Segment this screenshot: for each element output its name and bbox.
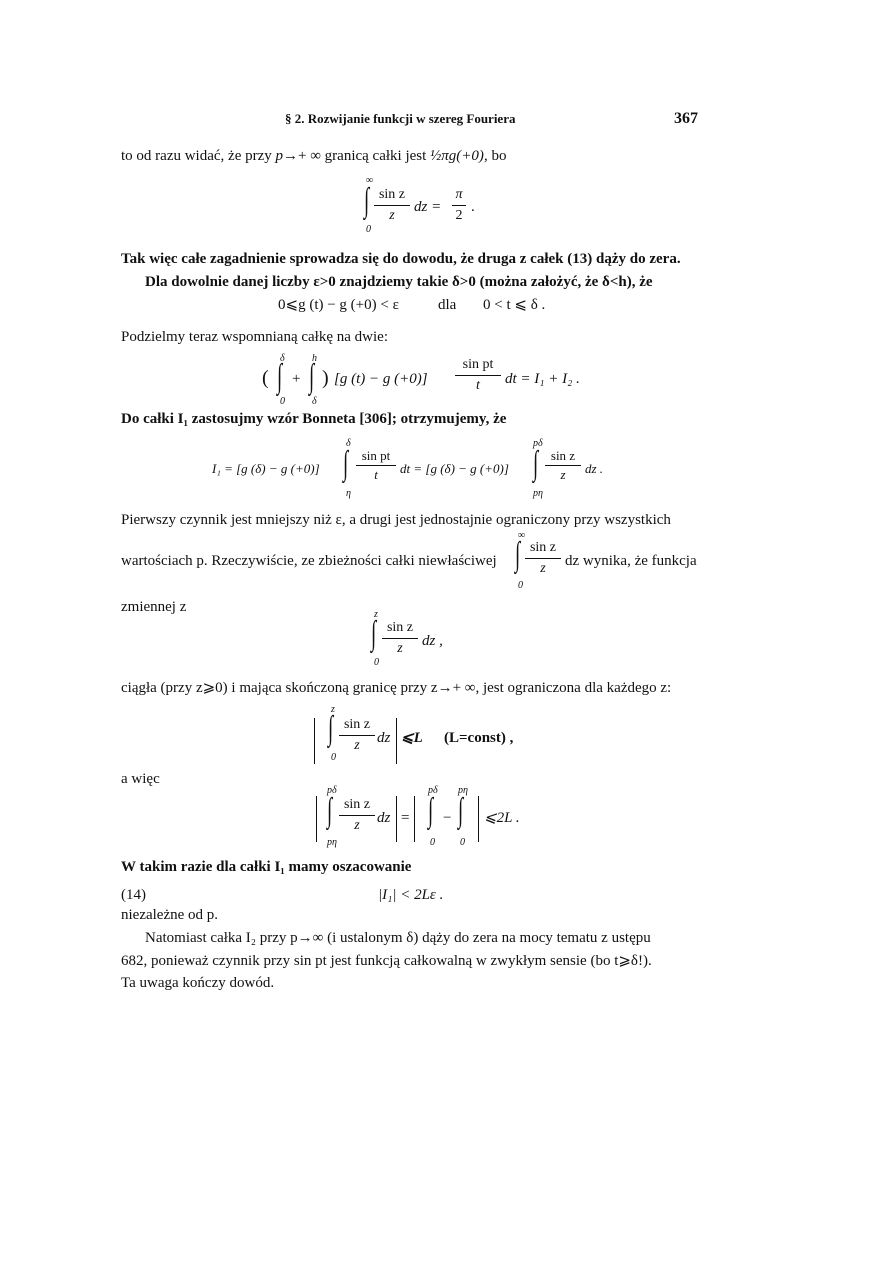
integral-sign: ∫ <box>428 792 434 829</box>
fraction-sinz-over-z <box>545 448 581 484</box>
half-pi-g: ½πg(+0) <box>430 148 484 164</box>
differential-end: dz , <box>422 633 443 649</box>
fraction-sinz-over-z <box>525 539 561 577</box>
bracket-difference: [g (t) − g (+0)] <box>334 371 428 387</box>
fraction-bar <box>382 638 418 639</box>
paragraph-epsilon-delta: Dla dowolnie danej liczby ε>0 znajdziemy takie δ>0 (można założyć, że δ<h), że <box>145 274 653 290</box>
fraction-sinz-over-z <box>374 186 410 224</box>
integral-upper-limit: pη <box>458 785 468 796</box>
integral-lower-limit: 0 <box>280 396 285 407</box>
abs-bar <box>414 796 415 842</box>
abs-bar <box>478 796 479 842</box>
integral-upper-limit: ∞ <box>518 530 526 541</box>
constant-note: (L=const) , <box>444 730 514 746</box>
integral-sign: ∫ <box>515 536 521 573</box>
integral-sign: ∫ <box>371 615 377 652</box>
page-number: 367 <box>674 110 698 127</box>
denominator: t <box>374 467 378 483</box>
integral-lower-limit: 0 <box>460 837 465 848</box>
plus-sign: + <box>292 371 301 387</box>
paragraph-first-factor: Pierwszy czynnik jest mniejszy niż ε, a drugi jest jednostajnie ograniczony przy wszystkich <box>121 512 671 528</box>
fraction-sinpt-over-t <box>356 448 396 484</box>
paragraph-split-integral: Podzielmy teraz wspomnianą całkę na dwie: <box>121 329 388 345</box>
numerator: sin pt <box>462 357 494 372</box>
period: . <box>471 199 475 215</box>
paragraph-I2-limit: Natomiast całka I₂ przy p→∞ (i ustalonym δ) dąży do zera na mocy tematu z ustępu <box>145 930 651 946</box>
integral-lower-limit: 0 <box>331 752 336 763</box>
equation-rhs: dt = I₁ + I₂ . <box>505 371 580 387</box>
fraction-bar <box>452 205 466 206</box>
fraction-bar <box>525 558 561 559</box>
integral-lower-limit: 0 <box>374 657 379 668</box>
integral-sign: ∫ <box>277 358 283 395</box>
equals-sign: = <box>401 810 410 826</box>
inequality-lhs: 0⩽g (t) − g (+0) < ε <box>278 297 399 313</box>
integral-sign: ∫ <box>327 792 333 829</box>
integral-lower-limit: pη <box>533 488 543 499</box>
variable-p: p <box>275 148 284 164</box>
integral-upper-limit: δ <box>280 353 285 364</box>
integral-sign: ∫ <box>458 792 464 829</box>
abs-bar-left <box>316 796 317 842</box>
denominator: z <box>397 640 403 656</box>
differential: dz <box>377 810 391 826</box>
integral-upper-limit: h <box>312 353 317 364</box>
numerator: sin z <box>529 540 557 555</box>
fraction-bar <box>339 735 375 736</box>
denominator: z <box>389 207 395 223</box>
minus-sign: − <box>443 810 452 826</box>
fraction-sinz-over-z <box>382 619 418 657</box>
denominator: z <box>354 817 360 833</box>
numerator: sin z <box>378 187 406 202</box>
integral-sign: ∫ <box>533 445 539 482</box>
fraction-bar <box>545 465 581 466</box>
arrow-infinity: →+ ∞ <box>283 148 321 164</box>
text-fragment: wartościach p. Rzeczywiście, ze zbieżności całki niewłaściwej <box>121 553 497 569</box>
paragraph-problem-reduction: Tak więc całe zagadnienie sprowadza się do dowodu, że druga z całek (13) dąży do zera. <box>121 251 681 267</box>
running-title: § 2. Rozwijanie funkcji w szereg Fouriera <box>285 111 516 126</box>
paragraph-integrable: 682, ponieważ czynnik przy sin pt jest funkcją całkowalną w zwykłym sensie (bo t⩾δ!). <box>121 953 652 969</box>
differential: dz <box>377 730 391 746</box>
integral-upper-limit: pδ <box>327 785 337 796</box>
integral-lower-limit: 0 <box>366 224 371 235</box>
denominator: z <box>540 560 546 576</box>
text-fragment: , bo <box>483 148 507 164</box>
integral-sign: ∫ <box>343 445 349 482</box>
integral-sign: ∫ <box>309 358 315 395</box>
fraction-bar <box>455 375 501 376</box>
paragraph-independent: niezależne od p. <box>121 907 219 923</box>
fraction-sinz-over-z <box>339 716 375 754</box>
text-fragment: to od razu widać, że przy <box>121 148 276 164</box>
text-fragment: dz wynika, że funkcja <box>565 553 697 569</box>
paragraph-continuity: ciągła (przy z⩾0) i mająca skończoną granicę przy z→+ ∞, jest ograniczona dla każdego z: <box>121 680 672 696</box>
paragraph-bonnet: Do całki I₁ zastosujmy wzór Bonneta [306]; otrzymujemy, że <box>121 411 507 427</box>
denominator: t <box>476 377 480 393</box>
denominator: z <box>354 737 360 753</box>
equation-middle: dt = [g (δ) − g (+0)] <box>400 461 509 476</box>
relation-le-L: ⩽L <box>401 730 423 746</box>
integral-sign: ∫ <box>328 710 334 747</box>
differential-end: dz . <box>585 461 604 476</box>
fraction-sinz-over-z <box>339 796 375 834</box>
open-paren: ( <box>262 367 269 389</box>
paragraph-a-wiec: a więc <box>121 771 160 787</box>
word-dla: dla <box>438 297 457 313</box>
fraction-sinpt-over-t <box>455 356 501 394</box>
integral-sign: ∫ <box>364 182 370 219</box>
integral-upper-limit: pδ <box>533 438 543 449</box>
integral-lower-limit: 0 <box>518 580 523 591</box>
fraction-bar <box>339 815 375 816</box>
differential: dz = <box>414 199 442 215</box>
paragraph-conclusion: Ta uwaga kończy dowód. <box>121 975 275 991</box>
integral-upper-limit: z <box>374 609 378 620</box>
relation-le-2L: ⩽2L . <box>484 810 520 826</box>
abs-bar-right <box>396 718 397 764</box>
integral-lower-limit: 0 <box>430 837 435 848</box>
fraction-bar <box>374 205 410 206</box>
numerator: sin pt <box>361 448 391 463</box>
equation-formula: |I₁| < 2Lε . <box>378 887 444 903</box>
paragraph-estimate: W takim razie dla całki I₁ mamy oszacowanie <box>121 859 412 875</box>
numerator: sin z <box>343 717 371 732</box>
integral-upper-limit: δ <box>346 438 351 449</box>
close-paren: ) <box>322 367 329 389</box>
integral-upper-limit: z <box>331 704 335 715</box>
equation-lhs: I₁ = [g (δ) − g (+0)] <box>212 461 320 476</box>
numerator: sin z <box>550 448 576 463</box>
numerator: π <box>455 187 463 202</box>
abs-bar-left <box>314 718 315 764</box>
numerator: sin z <box>386 620 414 635</box>
abs-bar <box>396 796 397 842</box>
fraction-pi-over-2 <box>452 186 466 224</box>
denominator: z <box>560 467 566 483</box>
integral-upper-limit: pδ <box>428 785 438 796</box>
fraction-bar <box>356 465 396 466</box>
integral-lower-limit: δ <box>312 396 317 407</box>
paragraph-limit-intro <box>121 147 506 165</box>
integral-upper-limit: ∞ <box>366 175 374 186</box>
integral-lower-limit: η <box>346 488 351 499</box>
integral-lower-limit: pη <box>327 837 337 848</box>
equation-label: (14) <box>121 887 146 903</box>
paragraph-variable-z: zmiennej z <box>121 599 187 615</box>
text-fragment: granicą całki jest <box>320 148 431 164</box>
numerator: sin z <box>343 797 371 812</box>
inequality-rhs: 0 < t ⩽ δ . <box>483 297 546 313</box>
denominator: 2 <box>455 207 463 223</box>
